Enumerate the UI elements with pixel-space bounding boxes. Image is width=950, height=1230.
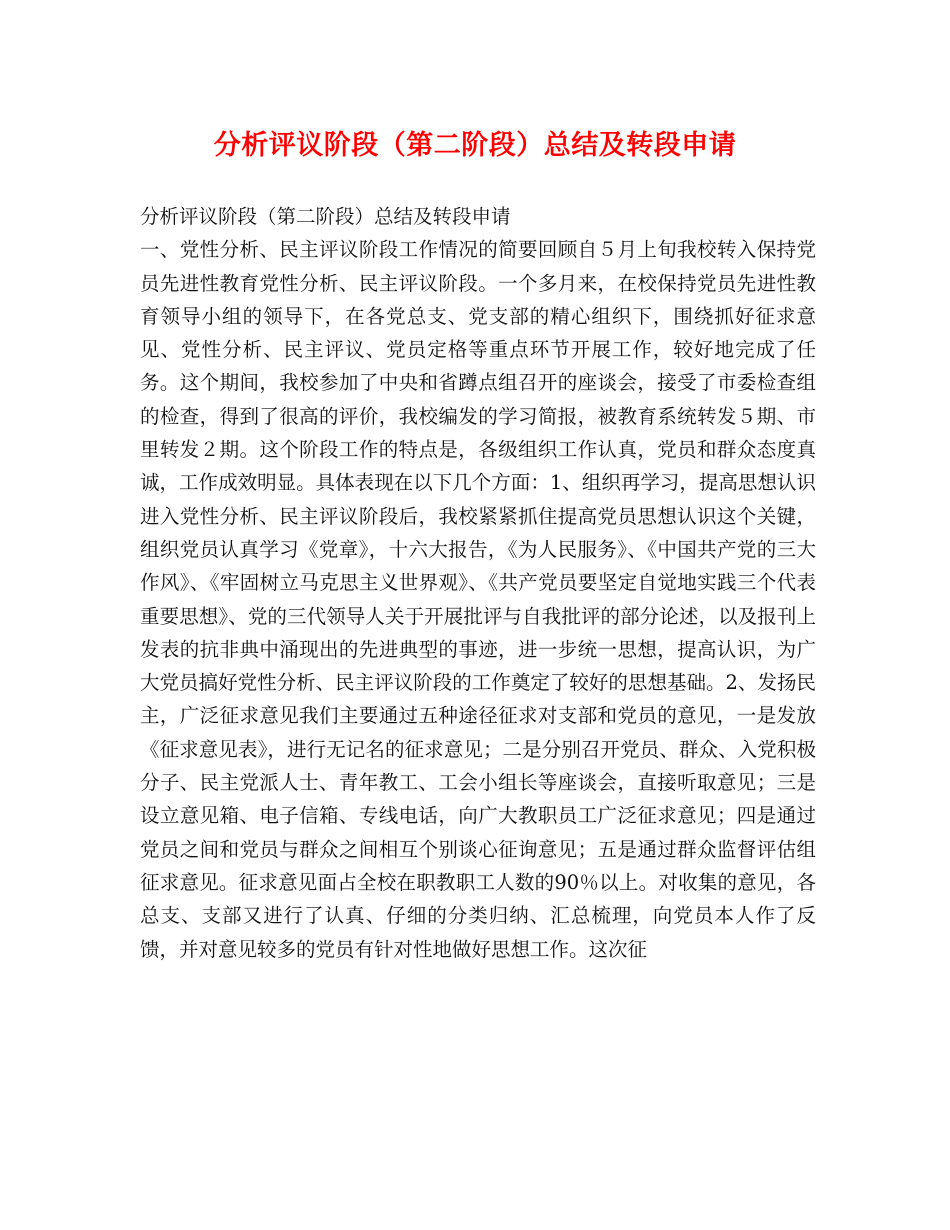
document-paragraph: 一、党性分析、民主评议阶段工作情况的简要回顾自５月上旬我校转入保持党员先进性教育党性分析、民主评议阶段。一个多月来，在校保持党员先进性教育领导小组的领导下，在各党总支、党支部的精心组织下，围绕抓好征求意见、党性分析、民主评议、党员定格等重点环节开展工作，较好地完成了任务。这个期间，我校参加了中央和省蹲点组召开的座谈会，接受了市委检查组的检查，得到了很高的评价，我校编发的学习简报，被教育系统转发５期、市里转发２期。这个阶段工作的特点是，各级组织工作认真，党员和群众态度真诚，工作成效明显。具体表现在以下几个方面：1、组织再学习，提高思想认识进入党性分析、民主评议阶段后，我校紧紧抓住提高党员思想认识这个关键，组织党员认真学习《党章》，十六大报告，《为人民服务》、《中国共产党的三大作风》、《牢固树立马克思主义世界观》、《共产党员要坚定自觉地实践三个代表重要思想》、党的三代领导人关于开展批评与自我批评的部分论述，以及报刊上发表的抗非典中涌现出的先进典型的事迹，进一步统一思想，提高认识，为广大党员搞好党性分析、民主评议阶段的工作奠定了较好的思想基础。2、发扬民主，广泛征求意见我们主要通过五种途径征求对支部和党员的意见，一是发放《征求意见表》，进行无记名的征求意见；二是分别召开党员、群众、入党积极分子、民主党派人士、青年教工、工会小组长等座谈会，直接听取意见；三是设立意见箱、电子信箱、专线电话，向广大教职员工广泛征求意见；四是通过党员之间和党员与群众之间相互个别谈心征询意见；五是通过群众监督评估组征求意见。征求意见面占全校在职教职工人数的90％以上。对收集的意见，各总支、支部又进行了认真、仔细的分类归纳、汇总梳理，向党员本人作了反馈，并对意见较多的党员有针对性地做好思想工作。这次征 <box>140 238 816 961</box>
document-body <box>140 200 816 966</box>
document-title: 分析评议阶段（第二阶段）总结及转段申请 <box>213 130 737 161</box>
document-subtitle: 分析评议阶段（第二阶段）总结及转段申请 <box>140 205 511 228</box>
